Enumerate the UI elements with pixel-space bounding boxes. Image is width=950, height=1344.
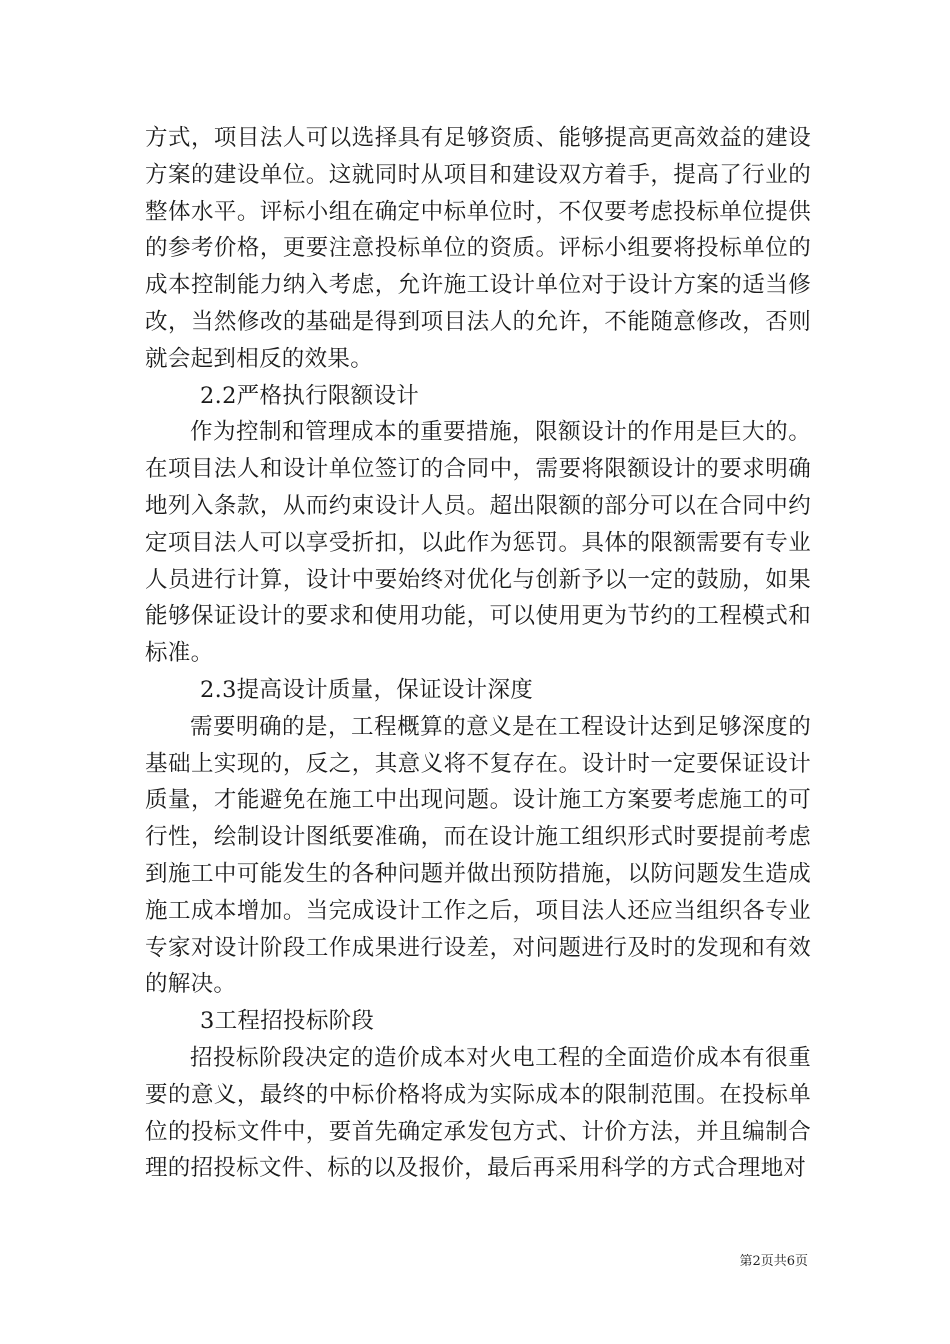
section-heading-2-3: 2.3提高设计质量，保证设计深度 <box>200 676 534 703</box>
paragraph-design-quality: 需要明确的是，工程概算的意义是在工程设计达到足够深度的基础上实现的，反之，其意义将不复存在。设计时一定要保证设计质量，才能避免在施工中出现问题。设计施工方案要考虑施工的可行性，绘制设计图纸要准确，而在设计施工组织形式时要提前考虑到施工中可能发生的各种问题并做出预防措施，以防问题发生造成施工成本增加。当完成设计工作之后，项目法人还应当组织各专业专家对设计阶段工作成果进行设差，对问题进行及时的发现和有效的解决。 <box>145 713 811 998</box>
section-heading-3: 3工程招投标阶段 <box>200 1008 375 1035</box>
section-heading-2-2: 2.2严格执行限额设计 <box>200 382 420 409</box>
paragraph-bidding-stage: 招投标阶段决定的造价成本对火电工程的全面造价成本有很重要的意义，最终的中标价格将成为实际成本的限制范围。在投标单位的投标文件中，要首先确定承发包方式、计价方法，并且编制合理的招投标文件、标的以及报价，最后再采用科学的方式合理地对 <box>145 1044 811 1182</box>
document-body <box>145 120 811 1187</box>
page-number-footer: 第2页共6页 <box>739 1254 808 1269</box>
paragraph-continued: 方式，项目法人可以选择具有足够资质、能够提高更高效益的建设方案的建设单位。这就同时从项目和建设双方着手，提高了行业的整体水平。评标小组在确定中标单位时，不仅要考虑投标单位提供的参考价格，更要注意投标单位的资质。评标小组要将投标单位的成本控制能力纳入考虑，允许施工设计单位对于设计方案的适当修改，当然修改的基础是得到项目法人的允许，不能随意修改，否则就会起到相反的效果。 <box>145 125 811 372</box>
paragraph-quota-design: 作为控制和管理成本的重要措施，限额设计的作用是巨大的。在项目法人和设计单位签订的合同中，需要将限额设计的要求明确地列入条款，从而约束设计人员。超出限额的部分可以在合同中约定项目法人可以享受折扣，以此作为惩罚。具体的限额需要有专业人员进行计算，设计中要始终对优化与创新予以一定的鼓励，如果能够保证设计的要求和使用功能，可以使用更为节约的工程模式和标准。 <box>145 419 811 667</box>
